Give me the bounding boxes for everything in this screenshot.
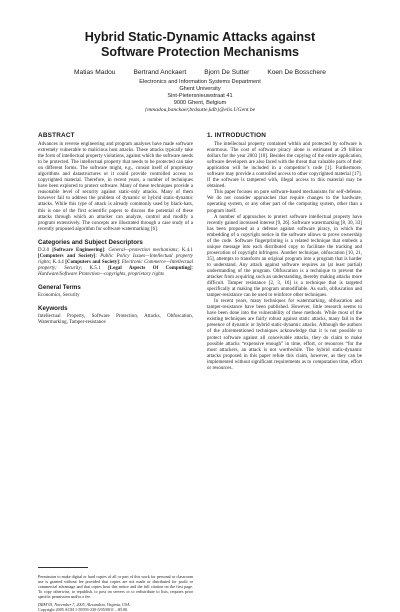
- category-sep: :: [118, 259, 122, 265]
- abstract-text: Advances in reverse engineering and program analyses have made software extremely vulnerable to malicious host attacks. These attacks typically take the form of intellectual property violations, against which the software needs to be protected. The intellectual property that needs to be protected can take on different forms. The software might, e.g., consist itself of proprietary algorithms and datastructures or it could provide controlled access to copyrighted material. Therefore, in recent years, a number of techniques have been explored to protect software. Many of these techniques provide a reasonable level of security against static-only attacks. Many of them however fail to address the problem of dynamic or hybrid static-dynamic attacks. While this type of attack is already commonly used by black-hats, this is one of the first scientific papers to discuss the potential of these attacks through which an attacker can analyze, control and modify a program extensively. The concepts are illustrated through a case study of a recently proposed algorithm for software watermarking [6].: [38, 142, 193, 232]
- category-name: [Legal Aspects Of Computing]: [108, 265, 192, 271]
- copyright-line: Copyright 2005 ACM 1-59593-230-5/05/0011 ...$5.00.: [38, 607, 129, 612]
- category-detail: Hardware/Software Protection—copyrights, proprietary rights: [38, 271, 164, 277]
- category-code: D.2.0: [38, 247, 53, 253]
- category-sep: :: [103, 247, 109, 253]
- author-name: Bertrand Anckaert: [133, 69, 187, 76]
- category-code: K.4.1: [181, 247, 194, 253]
- general-terms-text: Economics, Security: [38, 292, 80, 298]
- venue-line: DRM’05, November 7, 2005, Alexandria, Virginia, USA.: [38, 602, 131, 607]
- keywords-heading: Keywords: [38, 304, 68, 312]
- general-terms-heading: General Terms: [38, 283, 81, 291]
- author-name: Matias Madou: [74, 69, 116, 76]
- right-column: [207, 127, 362, 372]
- permission-notice: Permission to make digital or hard copies of all or part of this work for personal or classroom use is granted without fee provided that copies are not made or distributed for profit or commercial advantage and that copies bear this notice and the full citation on the first page. To copy otherwise, to republish, to post on servers or to redistribute to lists, requires prior specific permission and/or a fee.: [38, 574, 193, 599]
- affiliation-university: Ghent University: [179, 86, 221, 92]
- paper-title: Hybrid Static-Dynamic Attacks against Software Protection Mechanisms: [84, 30, 316, 59]
- affiliation-street: Sint-Pietersnieuwstraat 41: [167, 93, 233, 99]
- categories-heading: Categories and Subject Descriptors: [38, 238, 143, 246]
- abstract-heading: ABSTRACT: [38, 132, 75, 139]
- category-sep: ;: [177, 247, 182, 253]
- intro-paragraph: A number of approaches to protect software intellectual property have recently gained increased interest [9, 26]. Software watermarking [8, 30, 33] has been proposed as a defense against software piracy, in which the embedding of a copyright notice in the software allows to prove ownership of the code. Software fingerprinting is a related technique that embeds a unique message into each distributed copy to facilitate the tracking and prosecution of copyright infringers. Another technique, obfuscation [10, 21, 35], attempts to transform an original program into a program that is harder to understand. Any attack against software requires an (at least partial) understanding of the program. Obfuscation is a technique to prevent the attacker from acquiring such an understanding, thereby making attacks more difficult. Tamper resistance [2, 3, 16] is a technique that is targeted specifically at making the program unmodifiable. As such, obfuscation and tamper-resistance can be used to reinforce other techniques.: [207, 214, 362, 299]
- category-code: K.5.1: [89, 265, 109, 271]
- category-sep: ;: [80, 265, 90, 271]
- intro-paragraph: This paper focuses on pure software-based mechanisms for self-defense. We do not consider approaches that require changes to the hardware, operating system, or any other part of the computing system, other than a program itself.: [207, 190, 362, 214]
- affiliation-dept: Electronics and Information Systems Department: [139, 79, 261, 85]
- category-code: K.4.4: [52, 259, 66, 265]
- category-sep: ;: [49, 259, 53, 265]
- author-name: Bjorn De Sutter: [204, 69, 250, 76]
- category-name: [Software Engineering]: [52, 247, 104, 253]
- category-detail: Public Policy Issues—Intellectual property rights: [38, 253, 194, 265]
- affiliation-email: {mmadou,banckaer,brdsutte,kdb}@elis.UGent.be: [144, 107, 256, 113]
- two-column-body: [38, 127, 362, 612]
- introduction-heading: 1. INTRODUCTION: [207, 132, 267, 139]
- category-name: [Computers and Society]: [38, 253, 96, 259]
- intro-paragraph: In recent years, many techniques for watermarking, obfuscation and tamper-resistance have been published. However, little research seems to have been done into the vulnerability of these methods. While most of the existing techniques are fairly robust against static attacks, many fail in the presence of dynamic or hybrid static-dynamic attacks. Although the authors of the aforementioned techniques acknowledge that it is not possible to protect software against all conceivable attacks, they do claim to make possible attacks “expensive enough” in time, effort, or resources “for the most attackers, an attack is not worthwhile. The hybrid static-dynamic attacks proposed in this paper refute this claim, however, as they can be implemented without significant requirements as to computation time, effort or resources.: [207, 299, 362, 371]
- category-detail: Electronic Commerce—Intellectual property; Security: [38, 259, 194, 271]
- affiliation-city: 9000 Ghent, Belgium: [173, 100, 227, 106]
- affiliation-block: [38, 79, 362, 114]
- category-sep: :: [95, 253, 101, 259]
- left-column: [38, 127, 194, 612]
- keywords-text: Intellectual Property, Software Protection, Attacks, Obfuscation, Watermarking, Tamper-resistance: [38, 313, 193, 326]
- categories-text: [38, 248, 193, 278]
- footnote-divider: [38, 567, 88, 568]
- category-name: [Computers and Society]: [65, 259, 119, 265]
- category-sep: :: [191, 265, 193, 271]
- intro-paragraph: The intellectual property contained within and protected by software is enormous. The cost of software piracy alone is estimated at 29 billion dollars for the year 2003 [18]. Besides the copying of the entire application, software developers are also faced with the threat that valuable parts of their application will be included in a competitor’s code [1]. Furthermore, software may provide a controlled access to other copyrighted material [17]. If the software is tampered with, illegal access to this material may be obtained.: [207, 142, 362, 190]
- author-name: Koen De Bosschere: [267, 69, 326, 76]
- author-list: [38, 69, 362, 76]
- category-detail: General—protection mechanisms: [108, 247, 178, 253]
- copyright-footnote: [38, 567, 193, 612]
